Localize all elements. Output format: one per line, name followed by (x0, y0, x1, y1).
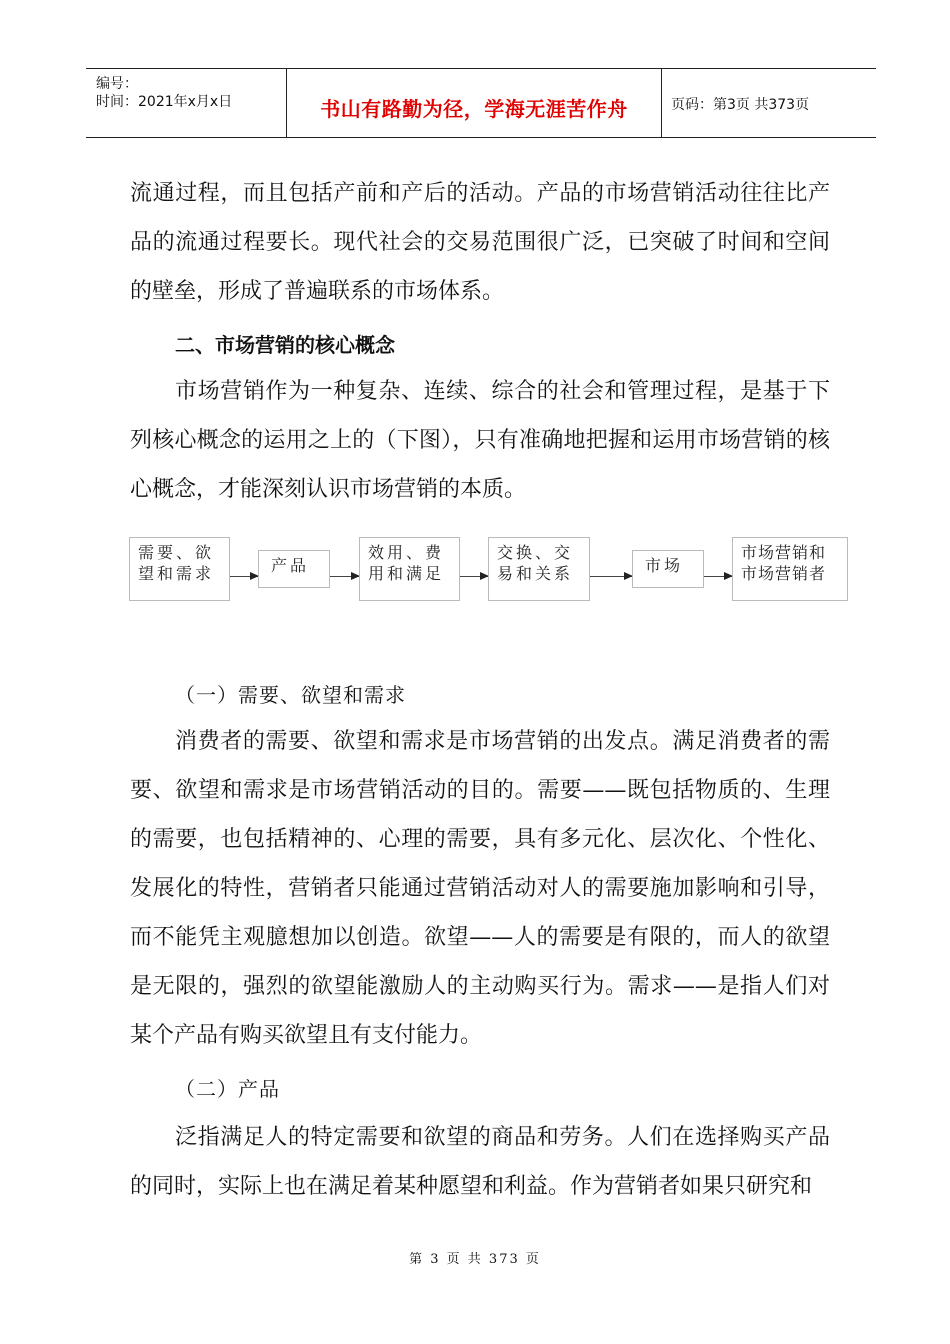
flow-box-utility: 效用、费用和满足 (359, 537, 460, 601)
flow-box-market: 市场 (632, 550, 704, 588)
flow-box-exchange: 交换、交易和关系 (488, 537, 590, 601)
header-meta-cell (86, 69, 286, 137)
document-number-label: 编号： (96, 76, 138, 92)
paragraph-core-concepts: 市场营销作为一种复杂、连续、综合的社会和管理过程，是基于下列核心概念的运用之上的（下图），只有准确地把握和运用市场营销的核心概念，才能深刻认识市场营销的本质。 (130, 379, 830, 502)
motto-text: 书山有路勤为径，学海无涯苦作舟 (320, 97, 628, 121)
flow-box-needs: 需要、欲望和需求 (129, 537, 230, 601)
header-motto-cell (286, 69, 662, 137)
flow-arrow (704, 576, 732, 577)
paragraph-intro: 流通过程，而且包括产前和产后的活动。产品的市场营销活动往往比产品的流通过程要长。现代社会的交易范围很广泛，已突破了时间和空间的壁垒，形成了普遍联系的市场体系。 (130, 181, 830, 304)
flow-arrow (230, 576, 258, 577)
flow-arrow (330, 576, 359, 577)
subsection-heading-product: （二）产品 (175, 1077, 280, 1101)
page-footer: 第 3 页 共 373 页 (409, 1252, 541, 1267)
flow-box-marketing: 市场营销和市场营销者 (732, 537, 848, 601)
document-date: 时间：2021年x月x日 (96, 94, 233, 110)
paragraph-product: 泛指满足人的特定需要和欲望的商品和劳务。人们在选择购买产品的同时，实际上也在满足着某种愿望和利益。作为营销者如果只研究和 (130, 1125, 830, 1199)
header-page-cell (661, 69, 876, 137)
flow-arrow (460, 576, 488, 577)
flow-box-product: 产品 (258, 550, 330, 588)
flow-arrow (590, 576, 632, 577)
section-heading-core-concepts: 二、市场营销的核心概念 (175, 333, 395, 357)
paragraph-needs: 消费者的需要、欲望和需求是市场营销的出发点。满足消费者的需要、欲望和需求是市场营销活动的目的。需要——既包括物质的、生理的需要，也包括精神的、心理的需要，具有多元化、层次化、个性化、发展化的特性，营销者只能通过营销活动对人的需要施加影响和引导，而不能凭主观臆想加以创造。欲望——人的需要是有限的，而人的欲望是无限的，强烈的欲望能激励人的主动购买行为。需求——是指人们对某个产品有购买欲望且有支付能力。 (130, 729, 830, 1048)
page-header (86, 68, 876, 138)
subsection-heading-needs: （一）需要、欲望和需求 (175, 683, 406, 707)
header-page-info: 页码：第3页 共373页 (671, 97, 810, 113)
